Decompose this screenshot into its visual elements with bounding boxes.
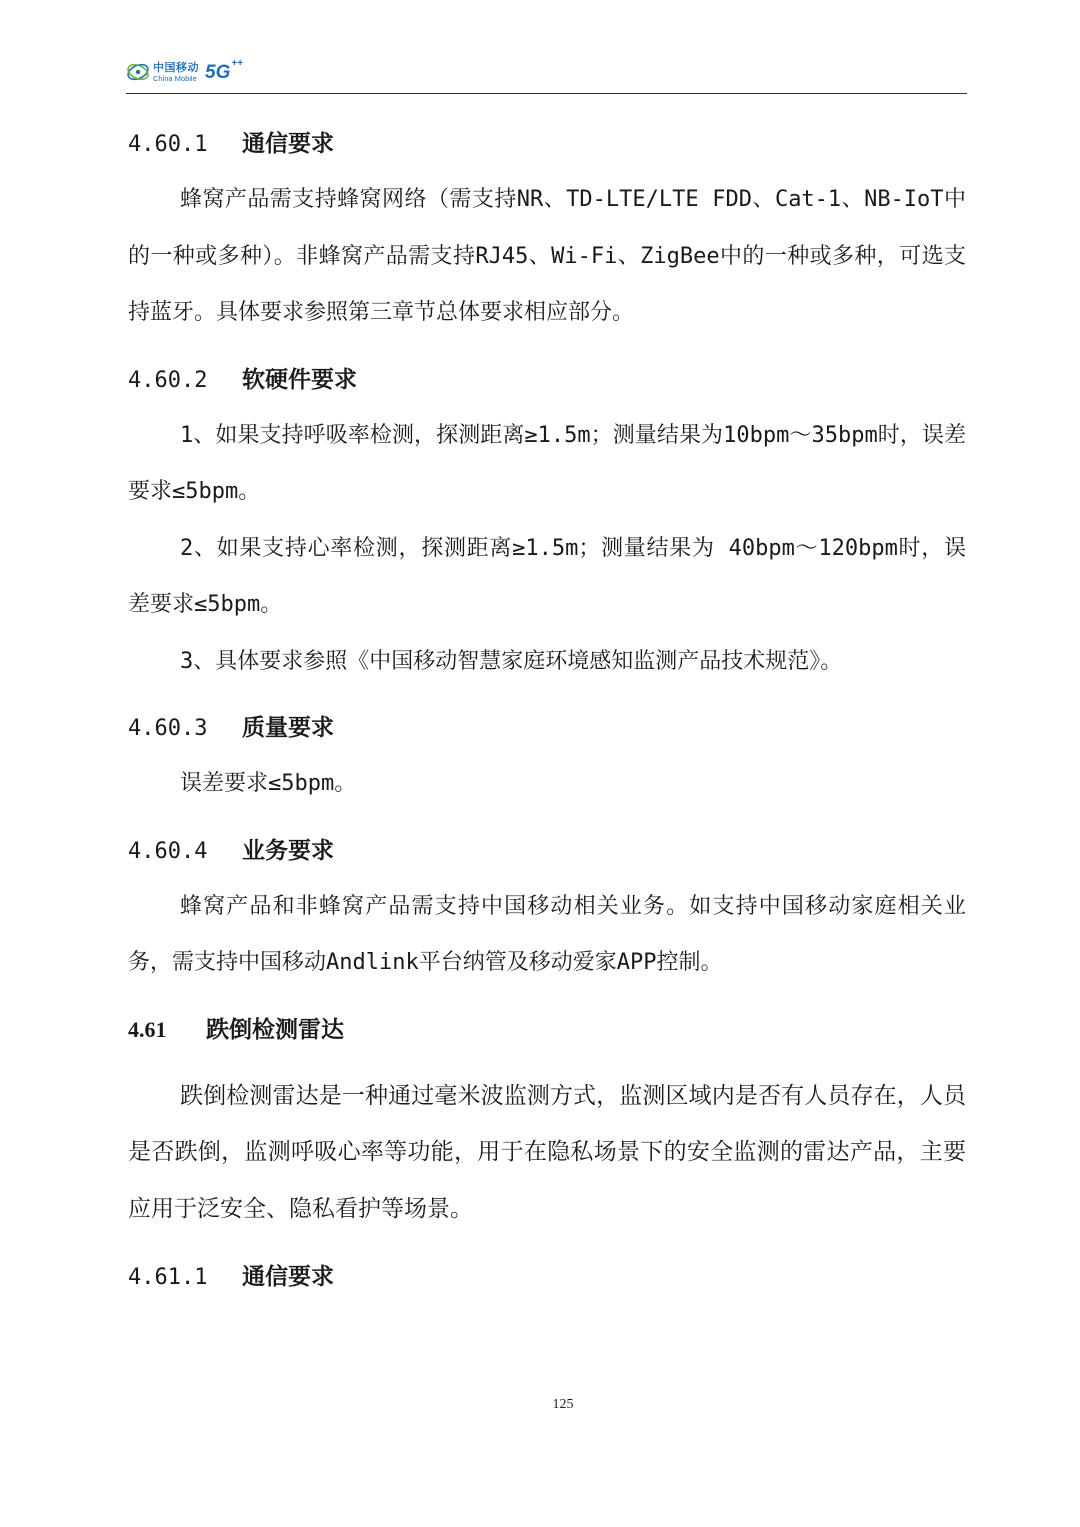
section-title: 跌倒检测雷达 <box>206 1016 344 1043</box>
list-item-respiration: 1、如果支持呼吸率检测，探测距离≥1.5m；测量结果为10bpm～35bpm时，误差要求≤5bpm。 <box>128 422 966 504</box>
section-number: 4.61.1 <box>128 1265 208 1290</box>
section-number: 4.60.1 <box>128 132 208 157</box>
logo-english-name: China Mobile <box>153 73 197 83</box>
page-header <box>126 58 966 94</box>
logo-5g-mark: 5G <box>205 62 231 83</box>
section-title: 通信要求 <box>242 1264 334 1290</box>
section-number: 4.61 <box>128 1016 167 1042</box>
logo-plus-mark: ++ <box>231 57 244 69</box>
paragraph-communication-requirements: 蜂窝产品需支持蜂窝网络（需支持NR、TD-LTE/LTE FDD、Cat-1、NB-IoT中的一种或多种）。非蜂窝产品需支持RJ45、Wi-Fi、ZigBee中的一种或多种，可选支持蓝牙。具体要求参照第三章节总体要求相应部分。 <box>128 187 966 325</box>
section-title: 业务要求 <box>242 837 334 864</box>
section-heading-4-60-3 <box>128 700 966 756</box>
section-heading-4-61-1 <box>128 1249 966 1305</box>
section-number: 4.60.2 <box>128 367 208 393</box>
section-heading-4-61 <box>128 1002 966 1058</box>
china-mobile-logo-icon <box>126 60 150 84</box>
logo-text <box>153 62 199 83</box>
china-mobile-logo <box>126 57 244 84</box>
section-number: 4.60.4 <box>128 838 208 864</box>
list-item-spec-reference: 3、具体要求参照《中国移动智慧家庭环境感知监测产品技术规范》。 <box>180 648 843 674</box>
section-number: 4.60.3 <box>128 716 208 741</box>
section-title: 软硬件要求 <box>242 366 357 393</box>
section-title: 通信要求 <box>242 131 334 157</box>
header-divider <box>126 93 967 94</box>
section-title: 质量要求 <box>242 715 334 741</box>
paragraph-quality-requirements: 误差要求≤5bpm。 <box>180 771 357 796</box>
section-heading-4-60-4 <box>128 823 966 879</box>
logo-chinese-name: 中国移动 <box>153 60 199 74</box>
document-body <box>128 116 966 1305</box>
section-heading-4-60-2 <box>128 352 966 408</box>
list-item-heart-rate: 2、如果支持心率检测，探测距离≥1.5m；测量结果为 40bpm～120bpm时，误差要求≤5bpm。 <box>128 535 966 617</box>
paragraph-fall-detection-radar: 跌倒检测雷达是一种通过毫米波监测方式，监测区域内是否有人员存在，人员是否跌倒，监测呼吸心率等功能，用于在隐私场景下的安全监测的雷达产品，主要应用于泛安全、隐私看护等场景。 <box>128 1082 966 1222</box>
paragraph-service-requirements: 蜂窝产品和非蜂窝产品需支持中国移动相关业务。如支持中国移动家庭相关业务，需支持中国移动Andlink平台纳管及移动爱家APP控制。 <box>128 893 966 975</box>
page-number: 125 <box>552 1397 574 1412</box>
section-heading-4-60-1 <box>128 116 966 172</box>
